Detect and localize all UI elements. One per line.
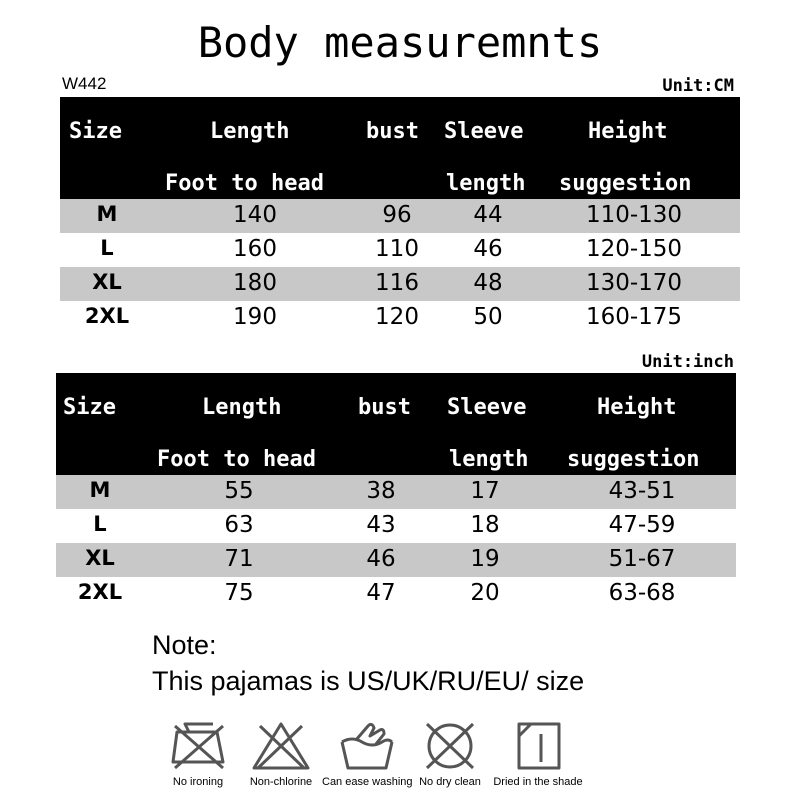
size-table-cm: [60, 97, 740, 335]
cell-bust: 46: [366, 546, 396, 572]
care-label: Dried in the shade: [493, 776, 583, 788]
header-size: Size: [63, 395, 116, 420]
table-header: [60, 97, 740, 199]
table-row: [60, 233, 740, 267]
cell-size: XL: [85, 546, 115, 570]
cell-bust: 116: [375, 270, 419, 296]
table-row: [56, 509, 736, 543]
table-row: [60, 199, 740, 233]
header-size: Size: [69, 119, 122, 144]
cell-bust: 38: [366, 478, 396, 504]
care-item-no-ironing: [160, 720, 236, 788]
cell-height: 51-67: [608, 546, 676, 572]
cell-size: M: [96, 202, 118, 226]
header-length-sub: Foot to head: [165, 171, 324, 196]
cell-height: 43-51: [608, 478, 676, 504]
note-text: This pajamas is US/UK/RU/EU/ size: [152, 666, 585, 696]
header-height: Height: [597, 395, 677, 420]
cell-height: 160-175: [585, 304, 683, 330]
header-bust: bust: [358, 395, 411, 420]
care-label: No dry clean: [419, 776, 481, 788]
header-sleeve-sub: length: [446, 171, 526, 196]
page-title: Body measuremnts: [197, 18, 603, 67]
cell-size: M: [89, 478, 111, 502]
cell-height: 47-59: [608, 512, 676, 538]
cell-sleeve: 20: [470, 580, 500, 606]
header-height: Height: [588, 119, 668, 144]
cell-size: 2XL: [84, 304, 130, 328]
cell-bust: 43: [366, 512, 396, 538]
cell-sleeve: 50: [473, 304, 503, 330]
care-label: Non-chlorine: [249, 776, 313, 788]
cell-sleeve: 48: [473, 270, 503, 296]
cell-size: XL: [92, 270, 122, 294]
cell-length: 180: [233, 270, 277, 296]
cell-length: 160: [233, 236, 277, 262]
table-row: [60, 267, 740, 301]
cell-size: L: [93, 512, 107, 536]
care-label: Can ease washing: [322, 776, 413, 788]
cell-bust: 110: [375, 236, 419, 262]
cell-sleeve: 46: [473, 236, 503, 262]
header-bust: bust: [366, 119, 419, 144]
cell-sleeve: 17: [470, 478, 500, 504]
hand-wash-icon: [336, 720, 398, 772]
cell-sleeve: 18: [470, 512, 500, 538]
table-header: [56, 373, 736, 475]
cell-length: 75: [224, 580, 254, 606]
header-length-sub: Foot to head: [157, 447, 316, 472]
dry-in-shade-icon: [507, 720, 569, 772]
cell-length: 140: [233, 202, 277, 228]
cell-sleeve: 19: [470, 546, 500, 572]
no-ironing-icon: [167, 720, 229, 772]
cell-size: 2XL: [77, 580, 123, 604]
table-row: [56, 475, 736, 509]
cell-height: 120-150: [585, 236, 683, 262]
cell-length: 71: [224, 546, 254, 572]
product-code: W442: [62, 74, 107, 93]
cell-length: 63: [224, 512, 254, 538]
header-length: Length: [202, 395, 282, 420]
cell-height: 130-170: [585, 270, 683, 296]
unit-label-inch: Unit:inch: [641, 352, 734, 372]
cell-height: 63-68: [608, 580, 676, 606]
table-row: [60, 301, 740, 335]
cell-size: L: [100, 236, 114, 260]
header-height-sub: suggestion: [559, 171, 692, 196]
no-dry-clean-icon: [419, 720, 481, 772]
care-item-hand-wash: [322, 720, 412, 788]
header-sleeve-sub: length: [449, 447, 529, 472]
table-row: [56, 543, 736, 577]
non-chlorine-icon: [250, 720, 312, 772]
cell-sleeve: 44: [473, 202, 503, 228]
care-item-dry-in-shade: [490, 720, 586, 788]
care-item-no-dry-clean: [414, 720, 486, 788]
header-height-sub: suggestion: [567, 447, 700, 472]
unit-label-cm: Unit:CM: [662, 76, 734, 96]
care-item-non-chlorine: [240, 720, 322, 788]
cell-length: 55: [224, 478, 254, 504]
cell-bust: 96: [382, 202, 412, 228]
header-sleeve: Sleeve: [447, 395, 527, 420]
table-row: [56, 577, 736, 611]
care-label: No ironing: [172, 776, 224, 788]
header-length: Length: [210, 119, 290, 144]
cell-bust: 120: [375, 304, 419, 330]
cell-bust: 47: [366, 580, 396, 606]
note-heading: Note:: [152, 630, 217, 660]
cell-height: 110-130: [585, 202, 683, 228]
header-sleeve: Sleeve: [444, 119, 524, 144]
size-table-inch: [56, 373, 736, 611]
cell-length: 190: [233, 304, 277, 330]
